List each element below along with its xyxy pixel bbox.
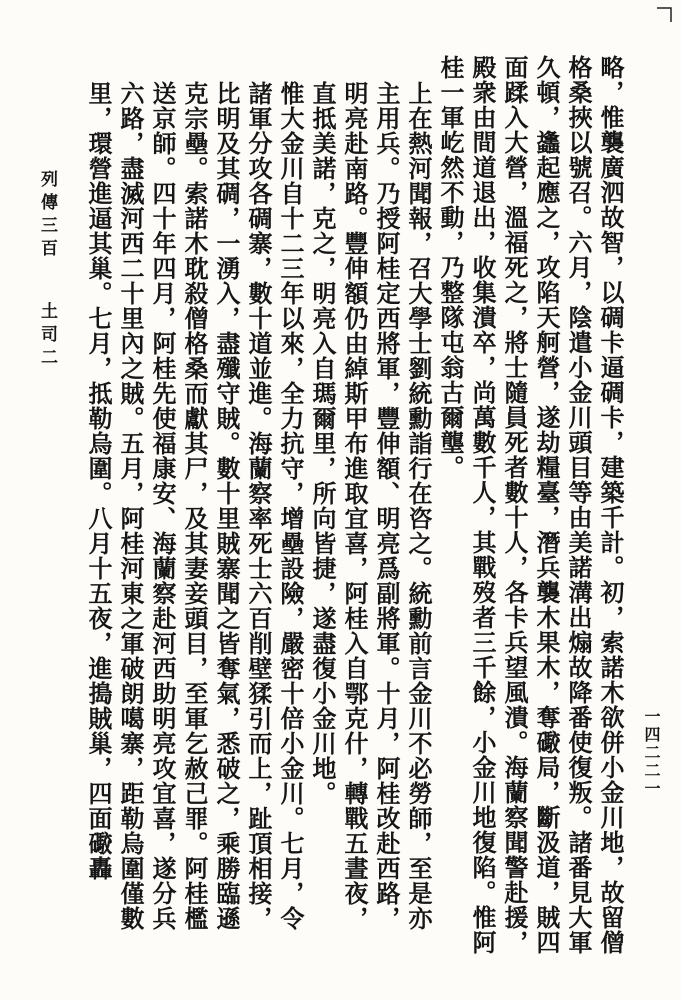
paragraph-3: 惟大金川自十二三年以來，全力抗守，增壘設險，嚴密十倍小金川。七月，令諸軍分攻各碉寨，數十道並進。海蘭察率死士六百削壁猱引而上，趾頂相接，比明及其碉，一湧入，盡殲守賊。數十里賊寨聞之皆奪氣，悉破之，乘勝臨遜克宗壘。索諾木耽殺僧格桑而獻其尸，及其妻妾頭目，至軍乞赦己罪。阿桂檻送京師。四十年四月，阿桂先使福康安、海蘭察赴河西助明亮攻宜喜，遂分兵六路，盡滅河西二十里內之賊。五月，阿桂河東之軍破朗噶寨，距勒烏圍僅數里，環營進逼其巢。七月，抵勒烏圍。八月十五夜，進搗賊巢，四面礮轟: [84, 81, 305, 931]
page-number: 一四二二一: [642, 708, 661, 798]
paragraph-2: 上在熱河聞報，召大學士劉統勳詣行在咨之。統勳前言金川不必勞師，至是亦主用兵。乃授阿桂定西將軍，豐伸額、明亮爲副將軍。十月，阿桂改赴西路，明亮赴南路。豐伸額仍由綽斯甲布進取宜喜，阿桂入自鄂克什，轉戰五晝夜，直抵美諾，克之，明亮入自瑪爾里，所向皆捷，遂盡復小金川地。: [308, 81, 433, 931]
main-text-body: [66, 55, 626, 955]
margin-header: [37, 170, 60, 590]
section-label: 土司二: [37, 302, 57, 371]
volume-label: 列傳三百: [37, 170, 57, 262]
paragraph-1: 略，惟襲廣泗故智，以碉卡逼碉卡，建築千計。初，索諾木欲併小金川地，故留僧格桑挾以號召。六月，陰遣小金川頭目等由美諾溝出煽故降番使復叛。諸番見大軍久頓，蠭起應之，攻陷天舸營，遂劫糧臺，潛兵襲木果木，奪礮局，斷汲道，賊四面蹂入大營，溫福死之，將士隨員死者數十人，各卡兵望風潰。海蘭察聞警赴援，殿衆由間道退出，收集潰卒，尚萬數千人，其戰歿者三千餘，小金川地復陷。惟阿桂一軍屹然不動，乃整隊屯翁古爾壟。: [436, 55, 625, 955]
scan-corner-mark-icon: [655, 6, 673, 24]
